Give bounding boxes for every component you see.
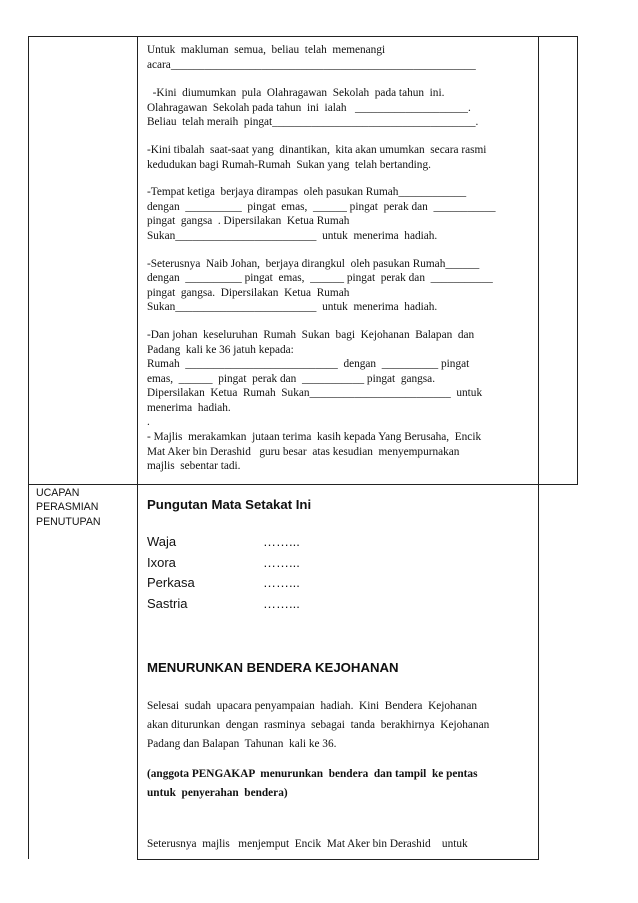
house-points: ……... (263, 595, 300, 611)
points-heading: Pungutan Mata Setakat Ini (147, 497, 312, 512)
house-name: Perkasa (147, 575, 195, 590)
section-label: UCAPAN PERASMIAN PENUTUPAN (36, 487, 101, 528)
paragraph-naib-johan: -Seterusnya Naib Johan, berjaya dirangkul oleh pasukan Rumah______ dengan __________ pingat emas, ______ pingat perak dan ___________ pingat gangsa. Dipersilakan Ketua Rumah Sukan_________________________ untuk menerima hadiah. (147, 257, 493, 314)
notes-cell-blank (539, 485, 578, 860)
paragraph-flag-lowering: Selesai sudah upacara penyampaian hadiah. Kini Bendera Kejohanan akan diturunkan dengan rasminya sebagai tanda berakhirnya Kejohanan Padang dan Balapan Tahunan kali ke 36. (147, 700, 490, 751)
table-row (29, 485, 578, 860)
house-points: ……... (263, 534, 300, 549)
house-name: Waja (147, 534, 177, 549)
house-name: Ixora (147, 554, 176, 570)
paragraph-invitation: Seterusnya majlis menjemput Encik Mat Aker bin Derashid untuk (147, 838, 468, 851)
content-cell-closing (138, 485, 539, 860)
paragraph-winner: Untuk makluman semua, beliau telah memenangi acara______________________________________________________ (147, 44, 476, 71)
label-cell-ucapan (29, 485, 138, 860)
content-cell-announcements (138, 37, 539, 485)
list-item (147, 573, 534, 594)
house-points: ……... (263, 575, 300, 590)
list-item (147, 553, 534, 574)
notes-cell-empty (539, 37, 578, 485)
script-table (28, 36, 578, 860)
points-tally (147, 532, 534, 614)
label-cell-empty (29, 37, 138, 485)
paragraph-olahragawan: -Kini diumumkan pula Olahragawan Sekolah pada tahun ini. Olahragawan Sekolah pada tahun ini ialah ____________________. Beliau telah meraih pingat____________________________________. (147, 87, 479, 129)
list-item (147, 594, 534, 615)
house-name: Sastria (147, 595, 188, 611)
flag-heading: MENURUNKAN BENDERA KEJOHANAN (147, 660, 399, 675)
house-points: ……... (263, 554, 300, 570)
list-item (147, 532, 534, 553)
paragraph-kedudukan: -Kini tibalah saat-saat yang dinantikan, kita akan umumkan secara rasmi kedudukan bagi Rumah-Rumah Sukan yang telah bertanding. (147, 143, 487, 171)
paragraph-stage-direction: (anggota PENGAKAP menurunkan bendera dan tampil ke pentas untuk penyerahan bendera) (147, 767, 478, 799)
table-row (29, 37, 578, 485)
paragraph-johan: -Dan johan keseluruhan Rumah Sukan bagi Kejohanan Balapan dan Padang kali ke 36 jatuh kepada: Rumah ___________________________ dengan __________ pingat emas, ______ pingat perak dan ___________ pingat gangsa. Dipersilakan Ketua Rumah Sukan_________________________ untuk menerima hadiah. . - Majlis merakamkan jutaan terima kasih kepada Yang Berusaha, Encik Mat Aker bin Derashid guru besar atas kesudian menyempurnakan majlis sebentar tadi. (147, 328, 483, 473)
paragraph-tempat-ketiga: -Tempat ketiga berjaya dirampas oleh pasukan Rumah____________ dengan __________ pingat emas, ______ pingat perak dan ___________ pingat gangsa . Dipersilakan Ketua Rumah Sukan_________________________ untuk menerima hadiah. (147, 186, 496, 242)
